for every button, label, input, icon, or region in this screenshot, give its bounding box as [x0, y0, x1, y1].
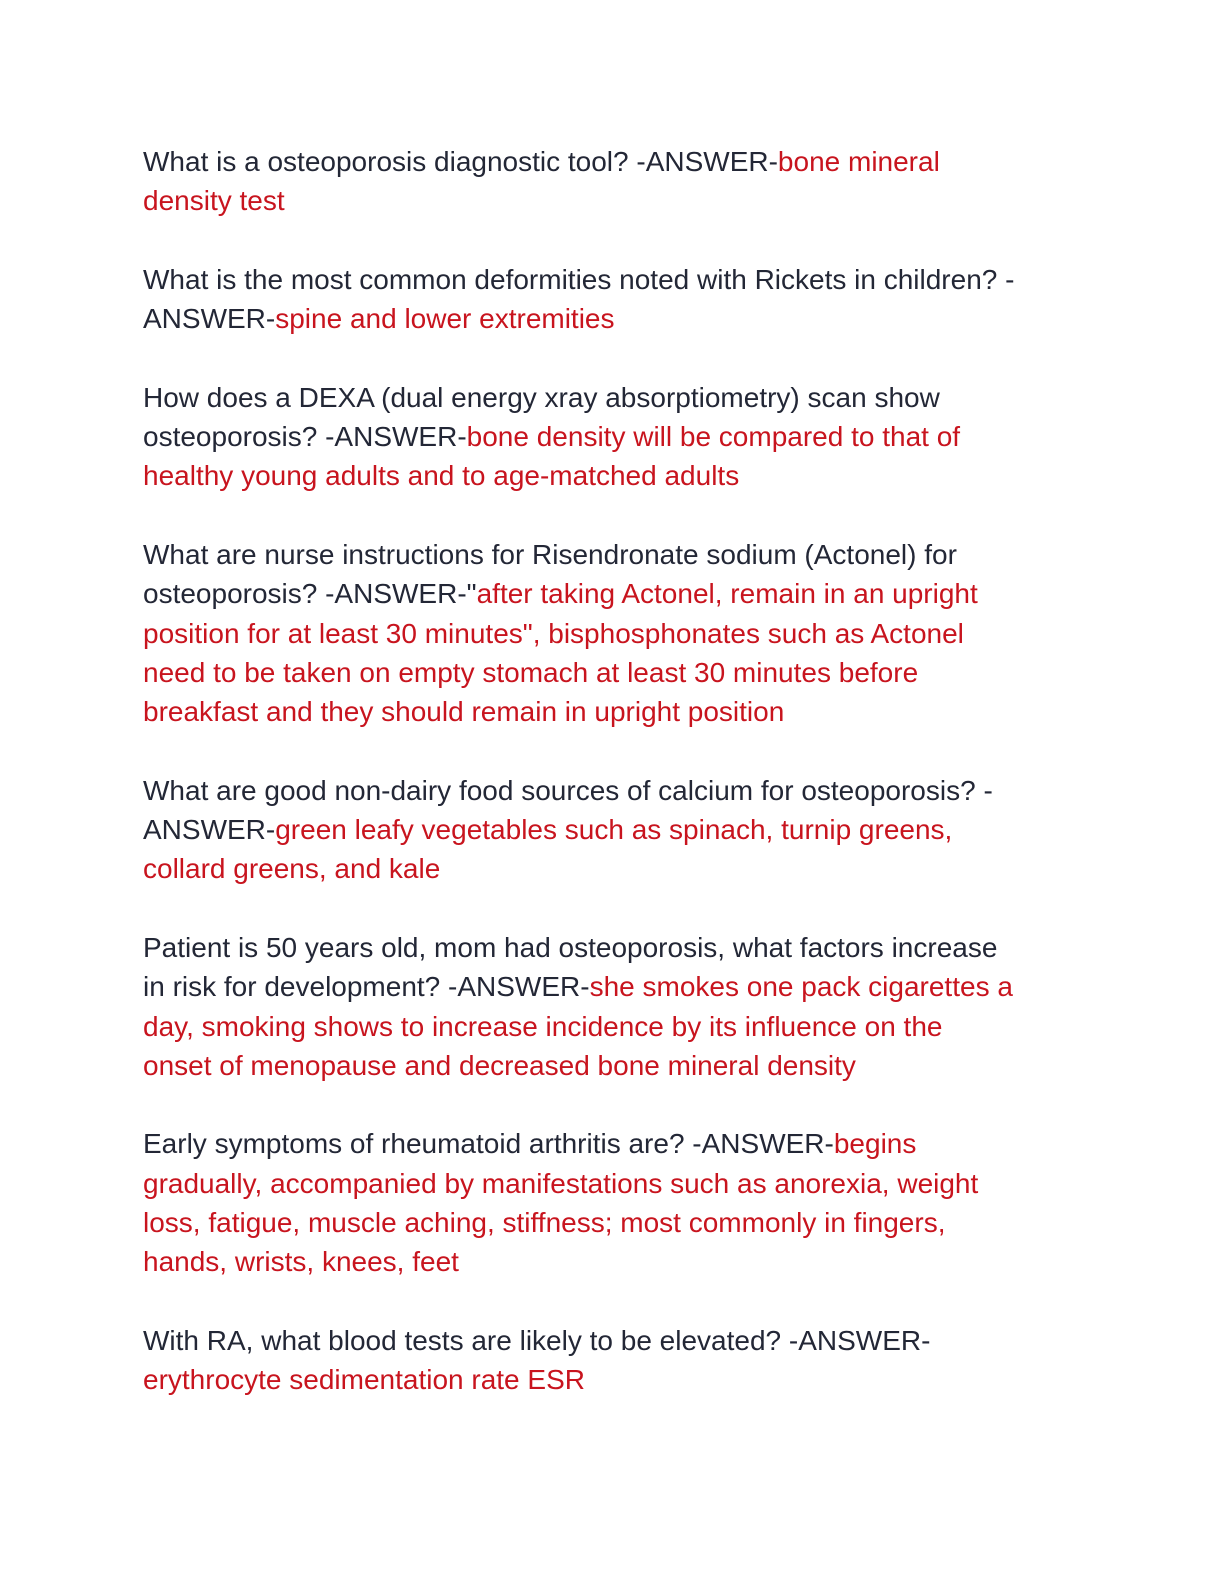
- qa-item-6: [143, 928, 1083, 1085]
- question-text: What is a osteoporosis diagnostic tool? -ANSWER-: [143, 146, 778, 177]
- qa-item-2: [143, 260, 1083, 339]
- question-text: What is the most common deformities noted with Rickets in children? - ANSWER-: [143, 263, 1015, 335]
- qa-item-4: [143, 535, 1083, 731]
- answer-text: bone mineral density test: [143, 146, 940, 217]
- qa-item-1: [143, 142, 1083, 221]
- answer-text: green leafy vegetables such as spinach, turnip greens, collard greens, and kale: [143, 814, 953, 885]
- question-text: Patient is 50 years old, mom had osteoporosis, what factors increase in risk for development? -ANSWER-: [143, 931, 998, 1003]
- answer-text: after taking Actonel, remain in an upright position for at least 30 minutes", bisphosphonates such as Actonel need to be taken on empty stomach at least 30 minutes before breakfast and they should remain in upright position: [143, 578, 978, 728]
- answer-text: begins gradually, accompanied by manifestations such as anorexia, weight loss, fatigue, muscle aching, stiffness; most commonly in fingers, hands, wrists, knees, feet: [143, 1128, 979, 1278]
- answer-text: erythrocyte sedimentation rate ESR: [143, 1364, 585, 1396]
- question-text: What are good non-dairy food sources of calcium for osteoporosis? - ANSWER-: [143, 774, 993, 846]
- qa-list: [143, 142, 1083, 1439]
- qa-item-5: [143, 771, 1083, 889]
- answer-text: she smokes one pack cigarettes a day, smoking shows to increase incidence by its influence on the onset of menopause and decreased bone mineral density: [143, 971, 1013, 1081]
- qa-item-7: [143, 1124, 1083, 1281]
- question-text: With RA, what blood tests are likely to be elevated? -ANSWER-: [143, 1324, 931, 1356]
- question-text: How does a DEXA (dual energy xray absorptiometry) scan show osteoporosis? -ANSWER-: [143, 381, 940, 453]
- qa-item-8: [143, 1321, 1083, 1400]
- question-text: What are nurse instructions for Risendronate sodium (Actonel) for osteoporosis? -ANSWER-": [143, 538, 957, 610]
- question-text: Early symptoms of rheumatoid arthritis are? -ANSWER-: [143, 1128, 834, 1160]
- answer-text: spine and lower extremities: [275, 303, 615, 335]
- answer-text: bone density will be compared to that of healthy young adults and to age-matched adults: [143, 421, 961, 492]
- qa-item-3: [143, 378, 1083, 496]
